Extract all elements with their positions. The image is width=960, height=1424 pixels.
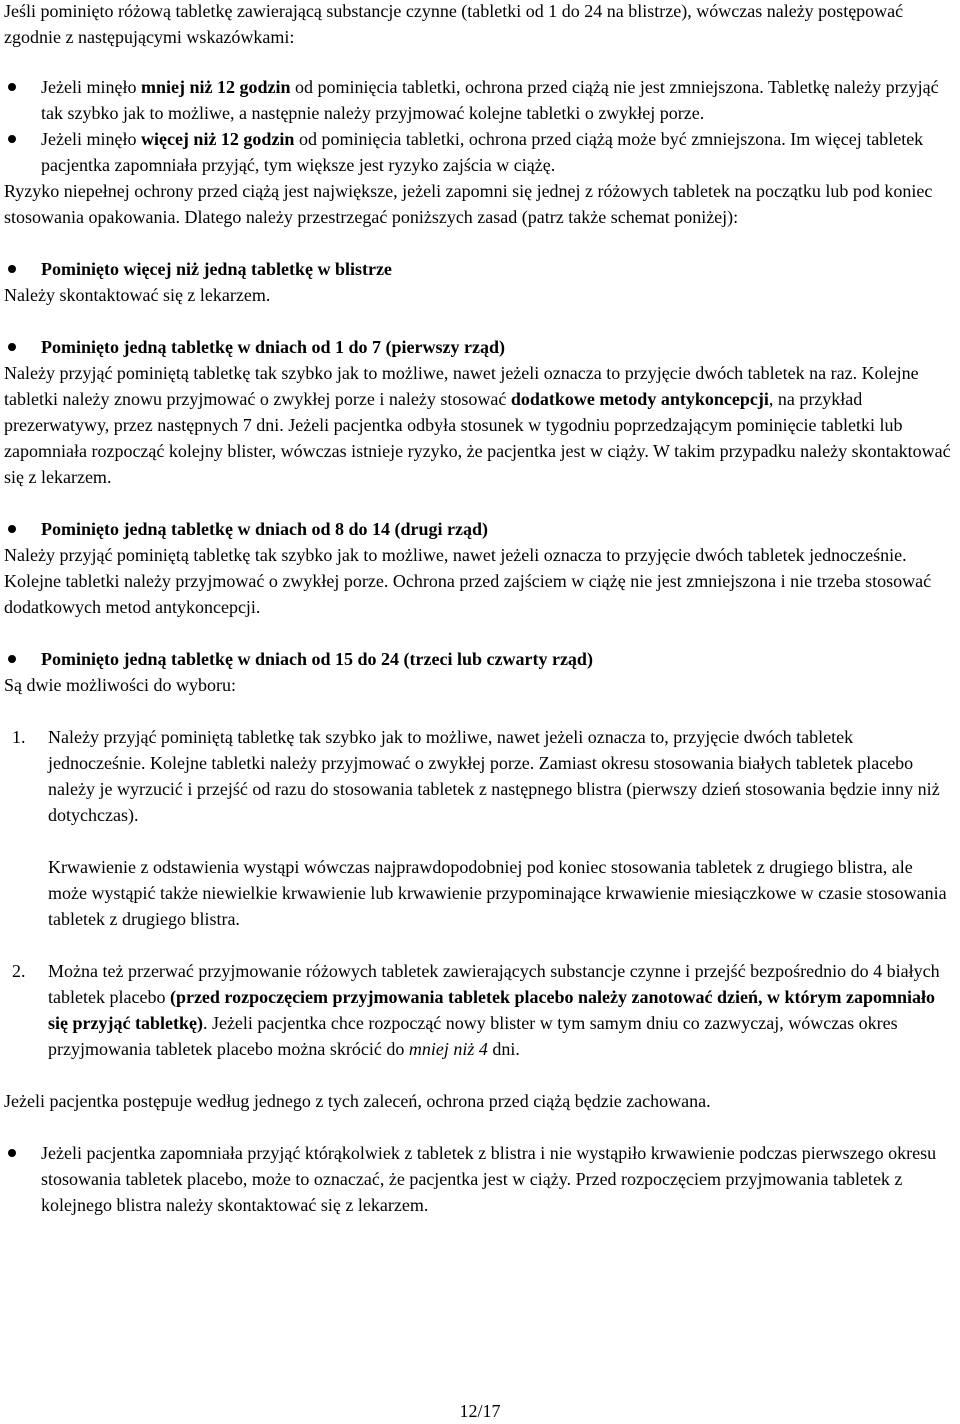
option-1-text: Należy przyjąć pominiętą tabletkę tak szybko jak to możliwe, nawet jeżeli oznacza to, przyjęcie dwóch tabletek jednocześnie. Kolejne tabletki należy przyjmować o zwykłej porze. Zamiast okresu stosowania białych tabletek placebo należy je wyrzucić i przejść od razu do stosowania tabletek z następnego blistra (pierwszy dzień stosowania będzie inny niż dotychczas). [48, 727, 940, 825]
bullet-more-than-12h: Jeżeli minęło więcej niż 12 godzin od pominięcia tabletki, ochrona przed ciążą może być zmniejszona. Im więcej tabletek pacjentka zapomniała przyjąć, tym większe jest ryzyko zajścia w ciążę. [4, 126, 954, 178]
text-week-2: Należy przyjąć pominiętą tabletkę tak szybko jak to możliwe, nawet jeżeli oznacza to przyjęcie dwóch tabletek jednocześnie. Kolejne tabletki należy przyjmować o zwykłej porze. Ochrona przed zajściem w ciążę nie jest zmniejszona i nie trzeba stosować dodatkowych metod antykoncepcji. [4, 545, 932, 617]
numbered-option-1 [4, 724, 954, 932]
option-1-number: 1. [12, 727, 26, 747]
page-number: 12/17 [459, 1401, 501, 1421]
text-more-than-one-tablet: Należy skontaktować się z lekarzem. [4, 285, 271, 305]
numbered-option-2 [4, 958, 954, 1062]
heading-week-3-4: Pominięto jedną tabletkę w dniach od 15 do 24 (trzeci lub czwarty rząd) [4, 646, 954, 672]
follow-paragraph: Jeżeli pacjentka postępuje według jednego z tych zaleceń, ochrona przed ciążą będzie zachowana. [4, 1091, 711, 1111]
text-week-1: Należy przyjąć pominiętą tabletkę tak szybko jak to możliwe, nawet jeżeli oznacza to przyjęcie dwóch tabletek na raz. Kolejne tabletki należy znowu przyjmować o zwykłej porze i należy stosować dodatkowe metody antykoncepcji, na przykład prezerwatywy, przez następnych 7 dni. Jeżeli pacjentka odbyła stosunek w tygodniu poprzedzającym pominięcie tabletki lub zapomniała rozpocząć kolejny blister, wówczas istnieje ryzyko, że pacjentka jest w ciąży. W takim przypadku należy skontaktować się z lekarzem. [4, 363, 951, 487]
heading-week-1: Pominięto jedną tabletkę w dniach od 1 do 7 (pierwszy rząd) [4, 334, 954, 360]
text-week-3-4: Są dwie możliwości do wyboru: [4, 675, 236, 695]
intro-paragraph: Jeśli pominięto różową tabletkę zawierającą substancje czynne (tabletki od 1 do 24 na blistrze), wówczas należy postępować zgodnie z następującymi wskazówkami: [4, 1, 904, 47]
option-2-text: Można też przerwać przyjmowanie różowych tabletek zawierających substancje czynne i przejść bezpośrednio do 4 białych tabletek placebo (przed rozpoczęciem przyjmowania tabletek placebo należy zanotować dzień, w którym zapomniało się przyjąć tabletkę). Jeżeli pacjentka chce rozpocząć nowy blister w tym samym dniu co zazwyczaj, wówczas okres przyjmowania tabletek placebo można skrócić do mniej niż 4 dni. [48, 961, 940, 1059]
bullet-no-bleeding: Jeżeli pacjentka zapomniała przyjąć którąkolwiek z tabletek z blistra i nie wystąpiło krwawienie podczas pierwszego okresu stosowania tabletek placebo, może to oznaczać, że pacjentka jest w ciąży. Przed rozpoczęciem przyjmowania tabletek z kolejnego blistra należy skontaktować się z lekarzem. [4, 1140, 954, 1218]
heading-more-than-one-tablet: Pominięto więcej niż jedną tabletkę w blistrze [4, 256, 954, 282]
option-2-number: 2. [12, 961, 26, 981]
bullet-less-than-12h: Jeżeli minęło mniej niż 12 godzin od pominięcia tabletki, ochrona przed ciążą nie jest zmniejszona. Tabletkę należy przyjąć tak szybko jak to możliwe, a następnie należy przyjmować kolejne tabletki o zwykłej porze. [4, 74, 954, 126]
risk-paragraph: Ryzyko niepełnej ochrony przed ciążą jest największe, jeżeli zapomni się jednej z różowych tabletek na początku lub pod koniec stosowania opakowania. Dlatego należy przestrzegać poniższych zasad (patrz także schemat poniżej): [4, 181, 933, 227]
option-1-text-2: Krwawienie z odstawienia wystąpi wówczas najprawdopodobniej pod koniec stosowania tabletek z drugiego blistra, ale może wystąpić także niewielkie krwawienie lub krwawienie przypominające krwawienie miesiączkowe w czasie stosowania tabletek z drugiego blistra. [48, 857, 947, 929]
heading-week-2: Pominięto jedną tabletkę w dniach od 8 do 14 (drugi rząd) [4, 516, 954, 542]
